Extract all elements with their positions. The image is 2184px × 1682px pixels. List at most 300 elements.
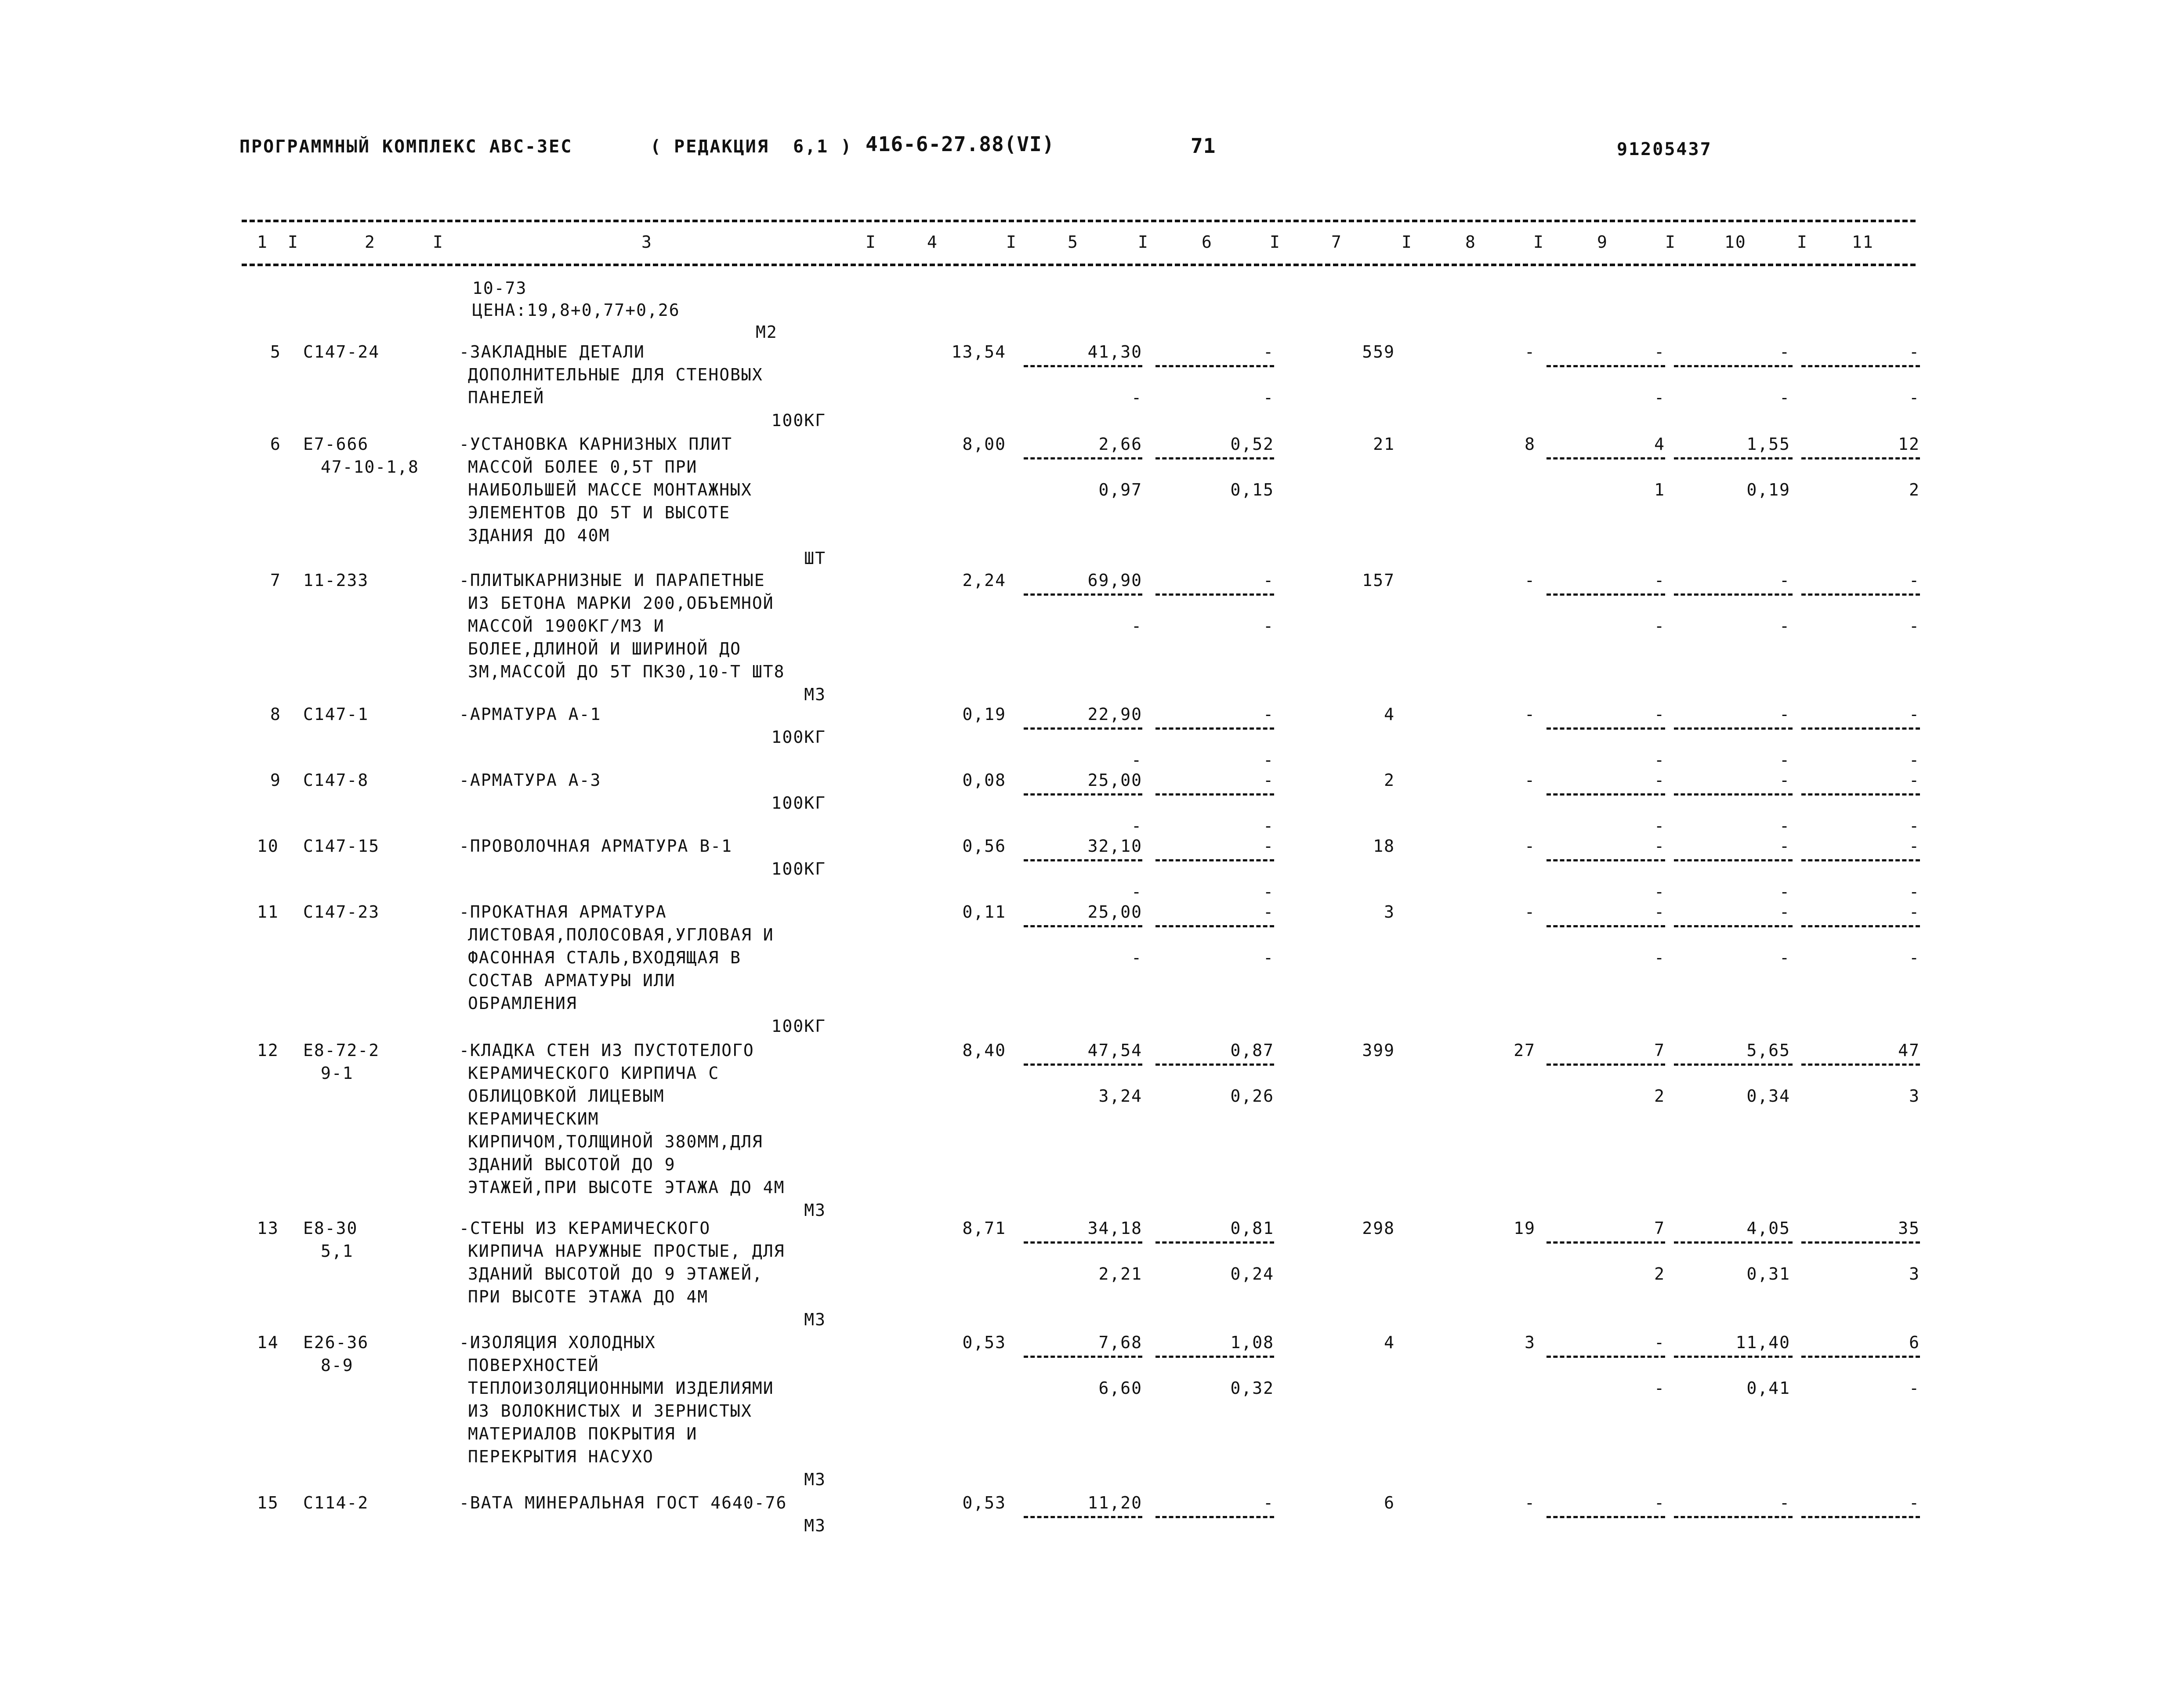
cell-c10b: 0,31: [1746, 1264, 1790, 1284]
row-description: -ПРОВОЛОЧНАЯ АРМАТУРА В-1: [459, 836, 732, 856]
col-separator: I: [1138, 232, 1149, 252]
cell-c5: 69,90: [1087, 571, 1142, 590]
cell-c6b: -: [1263, 816, 1274, 836]
col-separator: I: [866, 232, 876, 252]
row-description: ПАНЕЛЕЙ: [468, 388, 545, 407]
cell-c9b: -: [1654, 948, 1665, 967]
cell-c8: -: [1525, 342, 1536, 362]
row-unit: 100КГ: [771, 727, 826, 747]
fraction-line: [1674, 457, 1793, 459]
cell-c10b: -: [1779, 750, 1790, 770]
fraction-line: [1801, 727, 1920, 730]
cell-c5b: -: [1131, 948, 1142, 967]
fraction-line: [1547, 1516, 1665, 1518]
cell-c10: 1,55: [1746, 434, 1790, 454]
fraction-line: [1024, 593, 1142, 596]
carry-price: ЦЕНА:19,8+0,77+0,26: [472, 300, 680, 320]
row-number: 7: [270, 571, 281, 590]
cell-c8: 27: [1514, 1041, 1536, 1060]
cell-c9: -: [1654, 902, 1665, 922]
fraction-line: [1547, 1241, 1665, 1244]
row-number: 5: [270, 342, 281, 362]
fraction-line: [1155, 793, 1274, 796]
row-code: С114-2: [303, 1493, 369, 1512]
fraction-line: [1024, 793, 1142, 796]
carry-code: 10-73: [472, 279, 527, 298]
cell-c8: 19: [1514, 1219, 1536, 1238]
cell-c10: -: [1779, 571, 1790, 590]
row-description: ЗДАНИЯ ДО 40М: [468, 526, 610, 545]
cell-c5: 47,54: [1087, 1041, 1142, 1060]
col-header-10: 10: [1724, 232, 1746, 252]
cell-c5: 34,18: [1087, 1219, 1142, 1238]
cell-c4: 0,56: [962, 836, 1006, 856]
row-number: 11: [257, 902, 279, 922]
page-number: 71: [1191, 134, 1216, 158]
row-description: 3М,МАССОЙ ДО 5Т ПК30,10-Т ШТ8: [468, 662, 785, 681]
cell-c4: 8,00: [962, 434, 1006, 454]
cell-c8: -: [1525, 1493, 1536, 1512]
cell-c9b: 2: [1654, 1264, 1665, 1284]
cell-c5: 25,00: [1087, 902, 1142, 922]
row-code: Е7-666: [303, 434, 369, 454]
row-description: МАССОЙ 1900КГ/М3 И: [468, 616, 665, 636]
row-description: НАИБОЛЬШЕЙ МАССЕ МОНТАЖНЫХ: [468, 480, 752, 499]
fraction-line: [1801, 925, 1920, 927]
row-description: -ВАТА МИНЕРАЛЬНАЯ ГОСТ 4640-76: [459, 1493, 787, 1512]
cell-c6: -: [1263, 902, 1274, 922]
fraction-line: [1801, 365, 1920, 367]
cell-c7: 4: [1384, 705, 1395, 724]
fraction-line: [1024, 1516, 1142, 1518]
row-description: КЕРАМИЧЕСКОГО КИРПИЧА С: [468, 1063, 720, 1083]
cell-c4: 8,71: [962, 1219, 1006, 1238]
cell-c7: 559: [1362, 342, 1395, 362]
row-unit: М3: [804, 1470, 826, 1489]
row-code: Е8-72-2: [303, 1041, 380, 1060]
cell-c10b: -: [1779, 948, 1790, 967]
cell-c4: 0,19: [962, 705, 1006, 724]
fraction-line: [1024, 457, 1142, 459]
cell-c5b: 3,24: [1098, 1086, 1142, 1106]
row-code: Е26-36: [303, 1333, 369, 1352]
cell-c11: -: [1909, 1493, 1920, 1512]
fraction-line: [1155, 365, 1274, 367]
cell-c10: -: [1779, 770, 1790, 790]
col-separator: I: [1797, 232, 1808, 252]
cell-c6: -: [1263, 836, 1274, 856]
fraction-line: [1547, 1356, 1665, 1358]
cell-c10b: 0,41: [1746, 1378, 1790, 1398]
row-description: КИРПИЧОМ,ТОЛЩИНОЙ 380ММ,ДЛЯ: [468, 1132, 763, 1151]
cell-c7: 157: [1362, 571, 1395, 590]
cell-c6: -: [1263, 342, 1274, 362]
fraction-line: [1801, 1241, 1920, 1244]
row-unit: М3: [804, 1310, 826, 1329]
row-description: -ПРОКАТНАЯ АРМАТУРА: [459, 902, 667, 922]
col-header-5: 5: [1068, 232, 1079, 252]
cell-c10b: 0,19: [1746, 480, 1790, 499]
col-header-9: 9: [1597, 232, 1608, 252]
col-header-2: 2: [365, 232, 376, 252]
cell-c11b: -: [1909, 1378, 1920, 1398]
cell-c11b: -: [1909, 388, 1920, 407]
cell-c4: 0,53: [962, 1333, 1006, 1352]
row-description: ДОПОЛНИТЕЛЬНЫЕ ДЛЯ СТЕНОВЫХ: [468, 365, 763, 384]
fraction-line: [1155, 593, 1274, 596]
cell-c9b: -: [1654, 882, 1665, 901]
edition-label: ( РЕДАКЦИЯ 6,1 ): [650, 137, 853, 157]
cell-c11: 12: [1898, 434, 1920, 454]
col-header-3: 3: [641, 232, 652, 252]
row-description: -ЗАКЛАДНЫЕ ДЕТАЛИ: [459, 342, 645, 362]
cell-c6: 0,52: [1230, 434, 1274, 454]
cell-c10: -: [1779, 902, 1790, 922]
cell-c9: -: [1654, 342, 1665, 362]
fraction-line: [1547, 593, 1665, 596]
cell-c5: 22,90: [1087, 705, 1142, 724]
row-description: ЭТАЖЕЙ,ПРИ ВЫСОТЕ ЭТАЖА ДО 4М: [468, 1178, 785, 1197]
fraction-line: [1547, 859, 1665, 861]
row-code: С147-23: [303, 902, 380, 922]
row-description: МАССОЙ БОЛЕЕ 0,5Т ПРИ: [468, 457, 698, 477]
fraction-line: [1674, 1063, 1793, 1066]
cell-c10: -: [1779, 342, 1790, 362]
cell-c9b: 1: [1654, 480, 1665, 499]
row-unit: 100КГ: [771, 793, 826, 813]
col-header-4: 4: [927, 232, 938, 252]
col-header-8: 8: [1465, 232, 1476, 252]
cell-c8: 8: [1525, 434, 1536, 454]
cell-c6b: -: [1263, 948, 1274, 967]
cell-c8: -: [1525, 571, 1536, 590]
col-header-1: 1: [257, 232, 268, 252]
row-description: КИРПИЧА НАРУЖНЫЕ ПРОСТЫЕ, ДЛЯ: [468, 1241, 785, 1261]
cell-c9: -: [1654, 1333, 1665, 1352]
row-description: МАТЕРИАЛОВ ПОКРЫТИЯ И: [468, 1424, 698, 1443]
cell-c11: -: [1909, 836, 1920, 856]
cell-c11b: -: [1909, 948, 1920, 967]
fraction-line: [1801, 1356, 1920, 1358]
cell-c5b: 0,97: [1098, 480, 1142, 499]
row-description: -ИЗОЛЯЦИЯ ХОЛОДНЫХ: [459, 1333, 656, 1352]
row-number: 6: [270, 434, 281, 454]
cell-c9: 7: [1654, 1219, 1665, 1238]
fraction-line: [1674, 1516, 1793, 1518]
cell-c10: -: [1779, 705, 1790, 724]
row-description: -СТЕНЫ ИЗ КЕРАМИЧЕСКОГО: [459, 1219, 711, 1238]
cell-c6b: 0,24: [1230, 1264, 1274, 1284]
fraction-line: [1155, 727, 1274, 730]
cell-c9b: -: [1654, 388, 1665, 407]
fraction-line: [1801, 457, 1920, 459]
cell-c7: 4: [1384, 1333, 1395, 1352]
row-number: 15: [257, 1493, 279, 1512]
fraction-line: [1024, 1241, 1142, 1244]
row-description: ОБРАМЛЕНИЯ: [468, 994, 577, 1013]
row-description: ЗДАНИЙ ВЫСОТОЙ ДО 9: [468, 1155, 676, 1174]
cell-c11: 35: [1898, 1219, 1920, 1238]
cell-c6b: -: [1263, 616, 1274, 636]
fraction-line: [1547, 457, 1665, 459]
row-description: ЗДАНИЙ ВЫСОТОЙ ДО 9 ЭТАЖЕЙ,: [468, 1264, 763, 1284]
col-header-11: 11: [1852, 232, 1874, 252]
row-code: 5,1: [321, 1241, 354, 1261]
row-number: 9: [270, 770, 281, 790]
cell-c5: 11,20: [1087, 1493, 1142, 1512]
row-code: С147-15: [303, 836, 380, 856]
cell-c8: -: [1525, 770, 1536, 790]
row-unit: 100КГ: [771, 1016, 826, 1036]
cell-c4: 0,53: [962, 1493, 1006, 1512]
cell-c5: 25,00: [1087, 770, 1142, 790]
cell-c11b: -: [1909, 616, 1920, 636]
row-number: 14: [257, 1333, 279, 1352]
cell-c4: 8,40: [962, 1041, 1006, 1060]
row-description: ОБЛИЦОВКОЙ ЛИЦЕВЫМ: [468, 1086, 665, 1106]
row-code: 47-10-1,8: [321, 457, 419, 477]
cell-c6b: -: [1263, 882, 1274, 901]
row-description: ПЕРЕКРЫТИЯ НАСУХО: [468, 1447, 654, 1466]
fraction-line: [1024, 1356, 1142, 1358]
row-unit: 100КГ: [771, 859, 826, 879]
col-header-6: 6: [1202, 232, 1213, 252]
cell-c5b: -: [1131, 816, 1142, 836]
row-description: ФАСОННАЯ СТАЛЬ,ВХОДЯЩАЯ В: [468, 948, 741, 967]
row-description: -ПЛИТЫКАРНИЗНЫЕ И ПАРАПЕТНЫЕ: [459, 571, 765, 590]
fraction-line: [1674, 1356, 1793, 1358]
fraction-line: [1024, 365, 1142, 367]
cell-c11: -: [1909, 705, 1920, 724]
row-number: 13: [257, 1219, 279, 1238]
fraction-line: [1801, 793, 1920, 796]
cell-c6b: 0,26: [1230, 1086, 1274, 1106]
cell-c11b: -: [1909, 750, 1920, 770]
cell-c5: 2,66: [1098, 434, 1142, 454]
fraction-line: [1674, 859, 1793, 861]
cell-c9: -: [1654, 705, 1665, 724]
cell-c8: -: [1525, 705, 1536, 724]
col-separator: I: [1006, 232, 1017, 252]
cell-c10: 11,40: [1735, 1333, 1790, 1352]
cell-c6: -: [1263, 770, 1274, 790]
fraction-line: [1024, 925, 1142, 927]
cell-c6: -: [1263, 1493, 1274, 1512]
fraction-line: [1674, 793, 1793, 796]
cell-c7: 18: [1373, 836, 1395, 856]
row-description: -АРМАТУРА А-1: [459, 705, 601, 724]
cell-c4: 0,08: [962, 770, 1006, 790]
cell-c9: -: [1654, 770, 1665, 790]
col-separator: I: [1270, 232, 1281, 252]
cell-c11: -: [1909, 342, 1920, 362]
fraction-line: [1547, 925, 1665, 927]
cell-c5b: 2,21: [1098, 1264, 1142, 1284]
cell-c5b: -: [1131, 388, 1142, 407]
row-code: С147-24: [303, 342, 380, 362]
cell-c6: 0,87: [1230, 1041, 1274, 1060]
cell-c6: -: [1263, 571, 1274, 590]
cell-c4: 13,54: [951, 342, 1006, 362]
row-description: ИЗ ВОЛОКНИСТЫХ И ЗЕРНИСТЫХ: [468, 1401, 752, 1421]
fraction-line: [1547, 727, 1665, 730]
row-code: 8-9: [321, 1356, 354, 1375]
cell-c6b: 0,32: [1230, 1378, 1274, 1398]
fraction-line: [1801, 593, 1920, 596]
row-description: ЭЛЕМЕНТОВ ДО 5Т И ВЫСОТЕ: [468, 503, 731, 522]
cell-c10b: 0,34: [1746, 1086, 1790, 1106]
col-separator: I: [1533, 232, 1544, 252]
fraction-line: [1155, 1241, 1274, 1244]
fraction-line: [1024, 727, 1142, 730]
cell-c10: -: [1779, 836, 1790, 856]
cell-c7: 2: [1384, 770, 1395, 790]
cell-c7: 399: [1362, 1041, 1395, 1060]
row-code: Е8-30: [303, 1219, 358, 1238]
cell-c5b: -: [1131, 882, 1142, 901]
project-code: 416-6-27.88(VI): [866, 132, 1055, 156]
row-number: 10: [257, 836, 279, 856]
cell-c9b: -: [1654, 750, 1665, 770]
fraction-line: [1155, 925, 1274, 927]
cell-c9b: -: [1654, 1378, 1665, 1398]
col-separator: I: [288, 232, 299, 252]
cell-c7: 298: [1362, 1219, 1395, 1238]
fraction-line: [1547, 793, 1665, 796]
fraction-line: [1801, 1516, 1920, 1518]
cell-c10b: -: [1779, 388, 1790, 407]
cell-c9: -: [1654, 1493, 1665, 1512]
row-description: -АРМАТУРА А-3: [459, 770, 601, 790]
row-unit: М3: [804, 1516, 826, 1535]
cell-c9: 4: [1654, 434, 1665, 454]
cell-c10b: -: [1779, 816, 1790, 836]
fraction-line: [1547, 365, 1665, 367]
cell-c7: 3: [1384, 902, 1395, 922]
fraction-line: [1024, 1063, 1142, 1066]
row-code: С147-1: [303, 705, 369, 724]
fraction-line: [1674, 593, 1793, 596]
cell-c11b: 3: [1909, 1086, 1920, 1106]
row-code: 11-233: [303, 571, 369, 590]
cell-c11: -: [1909, 571, 1920, 590]
row-description: БОЛЕЕ,ДЛИНОЙ И ШИРИНОЙ ДО: [468, 639, 741, 658]
fraction-line: [1155, 1356, 1274, 1358]
cell-c8: 3: [1525, 1333, 1536, 1352]
cell-c9b: -: [1654, 816, 1665, 836]
header-rule-bottom: [242, 264, 1916, 266]
row-unit: 100КГ: [771, 411, 826, 430]
col-header-7: 7: [1331, 232, 1342, 252]
row-description: СОСТАВ АРМАТУРЫ ИЛИ: [468, 971, 676, 990]
cell-c6b: -: [1263, 750, 1274, 770]
row-description: КЕРАМИЧЕСКИМ: [468, 1109, 599, 1129]
program-title: ПРОГРАММНЫЙ КОМПЛЕКС АВС-3ЕС: [239, 137, 573, 157]
fraction-line: [1155, 1516, 1274, 1518]
fraction-line: [1674, 1241, 1793, 1244]
col-separator: I: [1665, 232, 1676, 252]
cell-c9b: -: [1654, 616, 1665, 636]
cell-c9: -: [1654, 571, 1665, 590]
row-description: ПРИ ВЫСОТЕ ЭТАЖА ДО 4М: [468, 1287, 709, 1306]
row-unit: М3: [804, 1201, 826, 1220]
cell-c11: -: [1909, 902, 1920, 922]
cell-c5b: 6,60: [1098, 1378, 1142, 1398]
fraction-line: [1024, 859, 1142, 861]
row-code: 9-1: [321, 1063, 354, 1083]
cell-c10: 5,65: [1746, 1041, 1790, 1060]
row-description: -КЛАДКА СТЕН ИЗ ПУСТОТЕЛОГО: [459, 1041, 754, 1060]
cell-c10: 4,05: [1746, 1219, 1790, 1238]
cell-c5: 41,30: [1087, 342, 1142, 362]
cell-c6: 1,08: [1230, 1333, 1274, 1352]
cell-c4: 2,24: [962, 571, 1006, 590]
cell-c7: 21: [1373, 434, 1395, 454]
cell-c11b: 3: [1909, 1264, 1920, 1284]
col-separator: I: [1402, 232, 1413, 252]
cell-c5b: -: [1131, 616, 1142, 636]
header-rule-top: [242, 220, 1916, 222]
fraction-line: [1155, 859, 1274, 861]
fraction-line: [1674, 925, 1793, 927]
document-number: 91205437: [1617, 139, 1712, 159]
row-number: 8: [270, 705, 281, 724]
row-number: 12: [257, 1041, 279, 1060]
fraction-line: [1674, 727, 1793, 730]
cell-c8: -: [1525, 836, 1536, 856]
cell-c8: -: [1525, 902, 1536, 922]
fraction-line: [1801, 859, 1920, 861]
fraction-line: [1547, 1063, 1665, 1066]
row-description: ЛИСТОВАЯ,ПОЛОСОВАЯ,УГЛОВАЯ И: [468, 925, 774, 944]
row-description: ИЗ БЕТОНА МАРКИ 200,ОБЪЕМНОЙ: [468, 593, 774, 613]
cell-c5: 7,68: [1098, 1333, 1142, 1352]
cell-c7: 6: [1384, 1493, 1395, 1512]
fraction-line: [1155, 457, 1274, 459]
cell-c6b: -: [1263, 388, 1274, 407]
cell-c10: -: [1779, 1493, 1790, 1512]
cell-c10b: -: [1779, 616, 1790, 636]
cell-c11: -: [1909, 770, 1920, 790]
cell-c4: 0,11: [962, 902, 1006, 922]
cell-c11b: -: [1909, 816, 1920, 836]
cell-c6: 0,81: [1230, 1219, 1274, 1238]
cell-c11: 6: [1909, 1333, 1920, 1352]
cell-c6: -: [1263, 705, 1274, 724]
col-separator: I: [433, 232, 444, 252]
row-unit: ШТ: [804, 549, 826, 568]
cell-c11b: -: [1909, 882, 1920, 901]
cell-c5: 32,10: [1087, 836, 1142, 856]
fraction-line: [1674, 365, 1793, 367]
cell-c11b: 2: [1909, 480, 1920, 499]
cell-c6b: 0,15: [1230, 480, 1274, 499]
fraction-line: [1801, 1063, 1920, 1066]
row-unit: М3: [804, 685, 826, 704]
cell-c9: 7: [1654, 1041, 1665, 1060]
row-code: С147-8: [303, 770, 369, 790]
cell-c10b: -: [1779, 882, 1790, 901]
cell-c5b: -: [1131, 750, 1142, 770]
cell-c11: 47: [1898, 1041, 1920, 1060]
fraction-line: [1155, 1063, 1274, 1066]
cell-c9: -: [1654, 836, 1665, 856]
row-description: ПОВЕРХНОСТЕЙ: [468, 1356, 599, 1375]
carry-unit: М2: [756, 322, 778, 342]
cell-c9b: 2: [1654, 1086, 1665, 1106]
row-description: ТЕПЛОИЗОЛЯЦИОННЫМИ ИЗДЕЛИЯМИ: [468, 1378, 774, 1398]
row-description: -УСТАНОВКА КАРНИЗНЫХ ПЛИТ: [459, 434, 732, 454]
